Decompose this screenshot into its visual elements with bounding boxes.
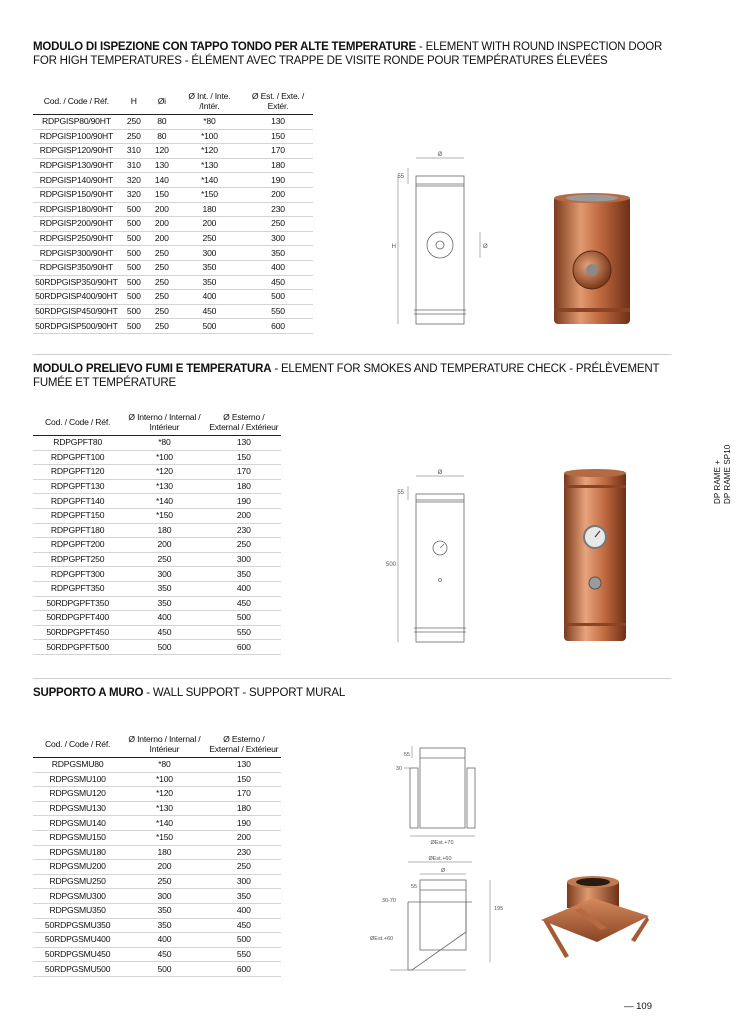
table-cell: 130 [148, 158, 176, 173]
table-row [33, 581, 281, 596]
table-cell: 250 [243, 217, 313, 232]
table-cell: 350 [176, 275, 243, 290]
table-cell: 230 [207, 523, 281, 538]
table-cell: 150 [148, 187, 176, 202]
table-cell: 250 [148, 260, 176, 275]
table-cell: 250 [148, 290, 176, 305]
table-cell: 320 [120, 187, 148, 202]
table-cell: RDPGISP120/90HT [33, 144, 120, 159]
dim-est60-bottom-label: ØEst.+60 [370, 936, 394, 942]
table-row [33, 787, 281, 802]
table-cell: 550 [207, 947, 281, 962]
table-cell: 180 [122, 523, 206, 538]
table-cell: 500 [120, 217, 148, 232]
table-cell: 250 [207, 860, 281, 875]
dim-h-label: H [391, 244, 396, 250]
table-cell: 350 [207, 567, 281, 582]
table-cell: 250 [148, 246, 176, 261]
table-cell: 500 [207, 933, 281, 948]
section-1-table [33, 88, 313, 334]
section-2-title-bold: MODULO PRELIEVO FUMI E TEMPERATURA [33, 363, 272, 375]
table-cell: 200 [243, 187, 313, 202]
table-cell: 130 [207, 436, 281, 451]
table-cell: 180 [243, 158, 313, 173]
table-cell: 500 [207, 611, 281, 626]
table-header-cell: H [120, 88, 148, 115]
table-row [33, 860, 281, 875]
table-cell: 400 [122, 611, 206, 626]
table-cell: 550 [243, 304, 313, 319]
table-cell: 600 [207, 962, 281, 977]
table-row [33, 611, 281, 626]
table-row [33, 758, 281, 773]
table-cell: 450 [207, 918, 281, 933]
table-cell: 200 [148, 231, 176, 246]
table-row [33, 538, 281, 553]
table-cell: 50RDPGISP450/90HT [33, 304, 120, 319]
dim-500-label: 500 [385, 562, 396, 568]
inspection-module-photo [548, 190, 638, 330]
table-cell: 200 [207, 508, 281, 523]
table-cell: 180 [122, 845, 206, 860]
table-cell: 400 [122, 933, 206, 948]
table-cell: RDPGSMU150 [33, 830, 122, 845]
table-row [33, 217, 313, 232]
table-row [33, 436, 281, 451]
table-cell: 500 [122, 962, 206, 977]
table-row [33, 523, 281, 538]
table-cell: 250 [176, 231, 243, 246]
table-cell: RDPGISP100/90HT [33, 129, 120, 144]
dim-195-label: 195 [494, 906, 504, 912]
table-cell: 170 [243, 144, 313, 159]
table-cell: RDPGSMU180 [33, 845, 122, 860]
table-cell: 50RDPGPFT400 [33, 611, 122, 626]
table-cell: 200 [148, 202, 176, 217]
table-cell: *130 [122, 801, 206, 816]
table-cell: RDPGISP130/90HT [33, 158, 120, 173]
table-row [33, 801, 281, 816]
table-cell: 150 [243, 129, 313, 144]
table-cell: 50RDPGISP400/90HT [33, 290, 120, 305]
table-cell: RDPGPFT200 [33, 538, 122, 553]
table-cell: 250 [122, 874, 206, 889]
table-row [33, 129, 313, 144]
table-cell: 350 [176, 260, 243, 275]
table-cell: RDPGSMU130 [33, 801, 122, 816]
table-cell: 120 [148, 144, 176, 159]
table-cell: 80 [148, 115, 176, 130]
table-cell: 200 [148, 217, 176, 232]
table-cell: 450 [176, 304, 243, 319]
section-3-title-bold: SUPPORTO A MURO [33, 687, 144, 699]
table-cell: *100 [176, 129, 243, 144]
table-row [33, 552, 281, 567]
table-row [33, 772, 281, 787]
table-cell: RDPGISP80/90HT [33, 115, 120, 130]
table-cell: RDPGPFT150 [33, 508, 122, 523]
table-row [33, 319, 313, 334]
table-cell: 400 [207, 581, 281, 596]
table-cell: 180 [207, 801, 281, 816]
table-row [33, 816, 281, 831]
side-label-line1: DP RAME + [713, 459, 722, 504]
table-row [33, 246, 313, 261]
table-cell: *120 [176, 144, 243, 159]
table-cell: 500 [120, 319, 148, 334]
table-cell: 50RDPGPFT450 [33, 625, 122, 640]
page-number: — 109 [624, 1001, 652, 1012]
table-header-cell: Ø Interno / Internal / Intérieur [122, 731, 206, 758]
table-cell: 50RDPGPFT500 [33, 640, 122, 655]
table-row [33, 158, 313, 173]
dim-3070-label: 30-70 [381, 898, 396, 904]
dim-55-label: 55 [410, 884, 417, 890]
section-2-title-rest: - ELEMENT FOR SMOKES AND TEMPERATURE CHECK - PRÉLÈVEMENT FUMÉE ET TEMPÉRATURE [33, 363, 660, 389]
table-row [33, 275, 313, 290]
dim-diameter-label: Ø [437, 152, 443, 158]
table-cell: RDPGSMU120 [33, 787, 122, 802]
wall-support-drawing-side [370, 852, 510, 982]
table-cell: 150 [207, 450, 281, 465]
table-cell: *100 [122, 772, 206, 787]
table-cell: *80 [122, 758, 206, 773]
dim-diameter-label: Ø [437, 470, 443, 476]
table-cell: RDPGSMU200 [33, 860, 122, 875]
table-row [33, 596, 281, 611]
table-row [33, 187, 313, 202]
table-cell: *120 [122, 787, 206, 802]
table-cell: 550 [207, 625, 281, 640]
table-cell: 50RDPGSMU350 [33, 918, 122, 933]
table-cell: 190 [243, 173, 313, 188]
table-cell: 450 [122, 625, 206, 640]
table-cell: 50RDPGISP500/90HT [33, 319, 120, 334]
table-row [33, 640, 281, 655]
divider-1 [33, 354, 671, 355]
table-header-cell: Ø Esterno / External / Extérieur [207, 731, 281, 758]
table-cell: 180 [207, 479, 281, 494]
table-row [33, 173, 313, 188]
table-row [33, 918, 281, 933]
table-cell: 50RDPGSMU450 [33, 947, 122, 962]
table-cell: 190 [207, 494, 281, 509]
table-row [33, 144, 313, 159]
table-cell: RDPGSMU140 [33, 816, 122, 831]
table-cell: 230 [243, 202, 313, 217]
table-cell: 200 [122, 860, 206, 875]
table-row [33, 260, 313, 275]
table-cell: 450 [207, 596, 281, 611]
table-cell: 500 [120, 260, 148, 275]
section-2-title [33, 362, 673, 390]
table-cell: 350 [243, 246, 313, 261]
table-cell: 310 [120, 144, 148, 159]
table-cell: 300 [243, 231, 313, 246]
section-1-title-bold: MODULO DI ISPEZIONE CON TAPPO TONDO PER ALTE TEMPERATURE [33, 41, 417, 53]
table-cell: 500 [120, 304, 148, 319]
table-cell: 190 [207, 816, 281, 831]
table-row [33, 494, 281, 509]
table-cell: 350 [122, 903, 206, 918]
table-cell: *80 [176, 115, 243, 130]
table-cell: 300 [176, 246, 243, 261]
table-header-cell: Ø Int. / Inte. /Intér. [176, 88, 243, 115]
table-row [33, 947, 281, 962]
table-cell: *140 [176, 173, 243, 188]
table-cell: 250 [148, 304, 176, 319]
table-header-cell: Ø Est. / Exte. / Extér. [243, 88, 313, 115]
table-cell: 50RDPGISP350/90HT [33, 275, 120, 290]
table-cell: *120 [122, 465, 206, 480]
wall-support-drawing-top [390, 738, 500, 848]
table-cell: 450 [122, 947, 206, 962]
table-row [33, 202, 313, 217]
table-cell: 250 [148, 319, 176, 334]
wall-support-photo [535, 870, 655, 965]
smoke-module-photo [560, 465, 630, 645]
table-cell: 250 [207, 538, 281, 553]
table-cell: 500 [176, 319, 243, 334]
table-cell: 600 [207, 640, 281, 655]
dim-55-label: 55 [397, 174, 404, 180]
dim-diameter-label: Ø [440, 868, 446, 874]
table-cell: 500 [120, 202, 148, 217]
table-cell: 600 [243, 319, 313, 334]
table-cell: 200 [176, 217, 243, 232]
table-cell: 450 [243, 275, 313, 290]
table-cell: RDPGPFT300 [33, 567, 122, 582]
table-cell: RDPGISP200/90HT [33, 217, 120, 232]
table-header-cell: Cod. / Code / Réf. [33, 409, 122, 436]
table-cell: 230 [207, 845, 281, 860]
section-2-table [33, 409, 281, 655]
table-header-cell: Cod. / Code / Réf. [33, 731, 122, 758]
table-cell: 250 [120, 129, 148, 144]
section-3-title [33, 686, 673, 700]
table-cell: 500 [122, 640, 206, 655]
table-cell: *150 [122, 508, 206, 523]
table-cell: RDPGISP300/90HT [33, 246, 120, 261]
table-cell: *140 [122, 816, 206, 831]
dim-55-label: 55 [397, 490, 404, 496]
table-cell: *130 [122, 479, 206, 494]
smoke-module-drawing [385, 468, 500, 648]
table-cell: 80 [148, 129, 176, 144]
table-row [33, 830, 281, 845]
table-cell: 130 [207, 758, 281, 773]
side-label [705, 440, 742, 510]
table-header-cell: Cod. / Code / Réf. [33, 88, 120, 115]
table-cell: RDPGPFT250 [33, 552, 122, 567]
table-cell: RDPGPFT180 [33, 523, 122, 538]
table-row [33, 290, 313, 305]
table-row [33, 465, 281, 480]
table-cell: RDPGPFT350 [33, 581, 122, 596]
table-cell: 150 [207, 772, 281, 787]
table-row [33, 933, 281, 948]
table-cell: 300 [122, 889, 206, 904]
divider-2 [33, 678, 671, 679]
table-cell: 300 [122, 567, 206, 582]
table-cell: RDPGPFT100 [33, 450, 122, 465]
table-header-cell: Øi [148, 88, 176, 115]
table-cell: RDPGSMU250 [33, 874, 122, 889]
table-cell: 320 [120, 173, 148, 188]
table-cell: 500 [243, 290, 313, 305]
table-row [33, 508, 281, 523]
table-cell: RDPGISP150/90HT [33, 187, 120, 202]
table-cell: RDPGPFT130 [33, 479, 122, 494]
table-cell: 140 [148, 173, 176, 188]
table-cell: RDPGPFT120 [33, 465, 122, 480]
table-cell: 400 [176, 290, 243, 305]
table-cell: RDPGISP180/90HT [33, 202, 120, 217]
table-cell: 170 [207, 787, 281, 802]
section-3-table [33, 731, 281, 977]
table-cell: 200 [122, 538, 206, 553]
table-cell: *80 [122, 436, 206, 451]
table-cell: 170 [207, 465, 281, 480]
table-cell: *100 [122, 450, 206, 465]
table-cell: 250 [148, 275, 176, 290]
table-row [33, 304, 313, 319]
table-row [33, 889, 281, 904]
dim-door-label: Ø [483, 244, 488, 250]
table-cell: 310 [120, 158, 148, 173]
table-cell: 500 [120, 275, 148, 290]
table-row [33, 231, 313, 246]
table-cell: RDPGPFT140 [33, 494, 122, 509]
dim-30-label: 30 [395, 766, 402, 772]
table-cell: RDPGPFT80 [33, 436, 122, 451]
table-row [33, 115, 313, 130]
table-cell: RDPGSMU350 [33, 903, 122, 918]
table-header-cell: Ø Esterno / External / Extérieur [207, 409, 281, 436]
table-cell: *140 [122, 494, 206, 509]
table-cell: 500 [120, 231, 148, 246]
table-cell: 250 [122, 552, 206, 567]
table-cell: 500 [120, 246, 148, 261]
table-cell: 350 [122, 918, 206, 933]
table-cell: RDPGSMU300 [33, 889, 122, 904]
table-cell: 300 [207, 874, 281, 889]
table-cell: 180 [176, 202, 243, 217]
table-cell: 250 [120, 115, 148, 130]
table-cell: 300 [207, 552, 281, 567]
table-cell: 50RDPGPFT350 [33, 596, 122, 611]
table-row [33, 567, 281, 582]
dim-est70-label: ØEst.+70 [430, 840, 454, 846]
table-cell: 130 [243, 115, 313, 130]
table-cell: RDPGISP140/90HT [33, 173, 120, 188]
table-row [33, 903, 281, 918]
table-cell: RDPGISP250/90HT [33, 231, 120, 246]
table-row [33, 962, 281, 977]
section-1-title [33, 40, 673, 68]
table-row [33, 450, 281, 465]
section-1-title-rest: - ELEMENT WITH ROUND INSPECTION DOOR FOR HIGH TEMPERATURES - ÉLÉMENT AVEC TRAPPE DE VISITE RONDE POUR TEMPÉRATURES ÉLEVÉES [33, 41, 663, 67]
table-row [33, 479, 281, 494]
table-cell: 50RDPGSMU400 [33, 933, 122, 948]
table-cell: RDPGSMU80 [33, 758, 122, 773]
table-cell: 350 [207, 889, 281, 904]
inspection-module-drawing [390, 150, 500, 330]
table-cell: 350 [122, 596, 206, 611]
table-row [33, 845, 281, 860]
table-cell: 350 [122, 581, 206, 596]
dim-55-label: 55 [403, 752, 410, 758]
table-row [33, 874, 281, 889]
table-cell: 400 [207, 903, 281, 918]
table-cell: 200 [207, 830, 281, 845]
table-header-cell: Ø Interno / Internal / Intérieur [122, 409, 206, 436]
table-cell: 400 [243, 260, 313, 275]
side-label-line2: DP RAME SP10 [723, 444, 732, 504]
table-cell: *150 [176, 187, 243, 202]
table-cell: 50RDPGSMU500 [33, 962, 122, 977]
section-3-title-rest: - WALL SUPPORT - SUPPORT MURAL [143, 687, 346, 699]
table-cell: 500 [120, 290, 148, 305]
table-cell: *150 [122, 830, 206, 845]
table-cell: RDPGISP350/90HT [33, 260, 120, 275]
table-row [33, 625, 281, 640]
table-cell: *130 [176, 158, 243, 173]
table-cell: RDPGSMU100 [33, 772, 122, 787]
dim-est60-top-label: ØEst.+60 [428, 856, 452, 862]
